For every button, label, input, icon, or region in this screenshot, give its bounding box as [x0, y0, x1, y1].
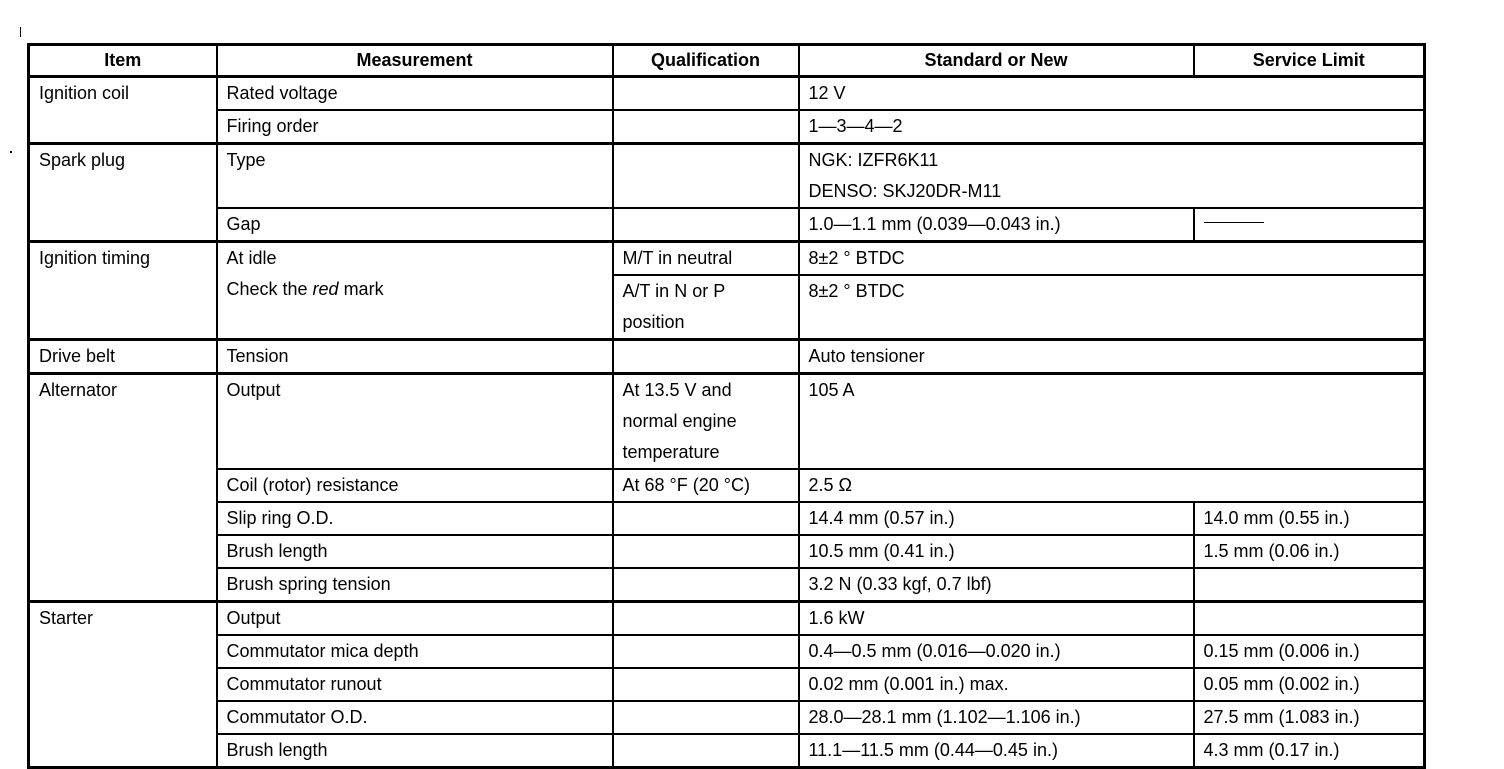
text-part: Check the — [226, 279, 313, 299]
qualification-cell — [613, 502, 799, 535]
table-row — [29, 340, 1425, 374]
table-row — [29, 242, 1425, 276]
standard-cell: Auto tensioner — [799, 340, 1425, 374]
scan-mark — [20, 27, 21, 37]
measurement-cell: Commutator O.D. — [217, 701, 613, 734]
service-limit-cell — [1194, 208, 1425, 242]
qualification-cell: At 68 °F (20 °C) — [613, 469, 799, 502]
qualification-cell — [613, 602, 799, 636]
measurement-cell — [217, 242, 613, 340]
table-row — [29, 374, 1425, 470]
standard-cell: 3.2 N (0.33 kgf, 0.7 lbf) — [799, 568, 1194, 602]
measurement-cell: Commutator mica depth — [217, 635, 613, 668]
qualification-line: At 13.5 V and — [622, 380, 732, 400]
standard-cell — [799, 144, 1425, 209]
header-standard: Standard or New — [799, 45, 1194, 77]
measurement-cell: Slip ring O.D. — [217, 502, 613, 535]
header-service-limit: Service Limit — [1194, 45, 1425, 77]
table-row — [29, 110, 1425, 144]
qualification-cell — [613, 668, 799, 701]
standard-cell: 0.02 mm (0.001 in.) max. — [799, 668, 1194, 701]
table-row — [29, 701, 1425, 734]
text-part: mark — [338, 279, 384, 299]
measurement-line: At idle — [226, 248, 277, 268]
standard-cell: 28.0—28.1 mm (1.102—1.106 in.) — [799, 701, 1194, 734]
service-limit-cell — [1194, 568, 1425, 602]
qualification-cell — [613, 77, 799, 111]
item-starter: Starter — [29, 602, 217, 768]
table-row — [29, 734, 1425, 768]
item-spark-plug: Spark plug — [29, 144, 217, 242]
standard-cell: 105 A — [799, 374, 1425, 470]
measurement-line — [227, 274, 603, 305]
standard-cell: 0.4—0.5 mm (0.016—0.020 in.) — [799, 635, 1194, 668]
table-row — [29, 144, 1425, 209]
qualification-cell — [613, 340, 799, 374]
qualification-cell — [613, 208, 799, 242]
standard-line: NGK: IZFR6K11 — [808, 150, 939, 170]
table-row — [29, 208, 1425, 242]
item-alternator: Alternator — [29, 374, 217, 602]
qualification-cell — [613, 635, 799, 668]
table-row — [29, 469, 1425, 502]
service-limit-cell: 14.0 mm (0.55 in.) — [1194, 502, 1425, 535]
measurement-cell: Brush length — [217, 734, 613, 768]
header-item: Item — [29, 45, 217, 77]
qualification-cell — [613, 144, 799, 209]
qualification-cell: M/T in neutral — [613, 242, 799, 276]
item-drive-belt: Drive belt — [29, 340, 217, 374]
standard-cell: 1.0—1.1 mm (0.039—0.043 in.) — [799, 208, 1194, 242]
standard-cell: 12 V — [799, 77, 1425, 111]
standard-cell: 8±2 ° BTDC — [799, 242, 1425, 276]
measurement-cell: Rated voltage — [217, 77, 613, 111]
qualification-line: temperature — [622, 442, 720, 462]
standard-line: DENSO: SKJ20DR-M11 — [808, 181, 1002, 201]
header-measurement: Measurement — [217, 45, 613, 77]
service-limit-cell — [1194, 602, 1425, 636]
table-row — [29, 535, 1425, 568]
standard-cell: 1.6 kW — [799, 602, 1194, 636]
measurement-cell: Output — [217, 374, 613, 470]
qualification-cell — [613, 535, 799, 568]
header-qualification: Qualification — [613, 45, 799, 77]
standard-cell: 2.5 Ω — [799, 469, 1425, 502]
measurement-cell: Brush length — [217, 535, 613, 568]
measurement-cell: Tension — [217, 340, 613, 374]
item-ignition-timing: Ignition timing — [29, 242, 217, 340]
measurement-cell: Gap — [217, 208, 613, 242]
emphasis-text: red — [312, 279, 339, 299]
service-limit-cell: 0.15 mm (0.006 in.) — [1194, 635, 1425, 668]
standard-cell: 14.4 mm (0.57 in.) — [799, 502, 1194, 535]
qualification-cell — [613, 734, 799, 768]
service-limit-cell: 4.3 mm (0.17 in.) — [1194, 734, 1425, 768]
table-row — [29, 568, 1425, 602]
header-row — [29, 45, 1425, 77]
measurement-cell: Type — [217, 144, 613, 209]
service-limit-cell: 0.05 mm (0.002 in.) — [1194, 668, 1425, 701]
service-limit-cell: 1.5 mm (0.06 in.) — [1194, 535, 1425, 568]
qualification-line: position — [622, 312, 685, 332]
scan-dot — [10, 151, 12, 153]
measurement-cell: Commutator runout — [217, 668, 613, 701]
measurement-cell: Output — [217, 602, 613, 636]
qualification-cell — [613, 701, 799, 734]
table-row — [29, 635, 1425, 668]
measurement-cell: Firing order — [217, 110, 613, 144]
standard-cell: 10.5 mm (0.41 in.) — [799, 535, 1194, 568]
qualification-cell — [613, 275, 799, 340]
qualification-line: A/T in N or P — [622, 281, 726, 301]
table-row — [29, 602, 1425, 636]
measurement-cell: Coil (rotor) resistance — [217, 469, 613, 502]
spec-table — [27, 43, 1426, 769]
table-row — [29, 502, 1425, 535]
measurement-cell: Brush spring tension — [217, 568, 613, 602]
dash-mark — [1204, 222, 1264, 223]
table-row — [29, 668, 1425, 701]
qualification-cell — [613, 110, 799, 144]
table-row — [29, 77, 1425, 111]
standard-cell: 8±2 ° BTDC — [799, 275, 1425, 340]
qualification-cell — [613, 568, 799, 602]
qualification-line: normal engine — [622, 411, 737, 431]
item-ignition-coil: Ignition coil — [29, 77, 217, 144]
standard-cell: 1—3—4—2 — [799, 110, 1425, 144]
service-limit-cell: 27.5 mm (1.083 in.) — [1194, 701, 1425, 734]
qualification-cell — [613, 374, 799, 470]
standard-cell: 11.1—11.5 mm (0.44—0.45 in.) — [799, 734, 1194, 768]
